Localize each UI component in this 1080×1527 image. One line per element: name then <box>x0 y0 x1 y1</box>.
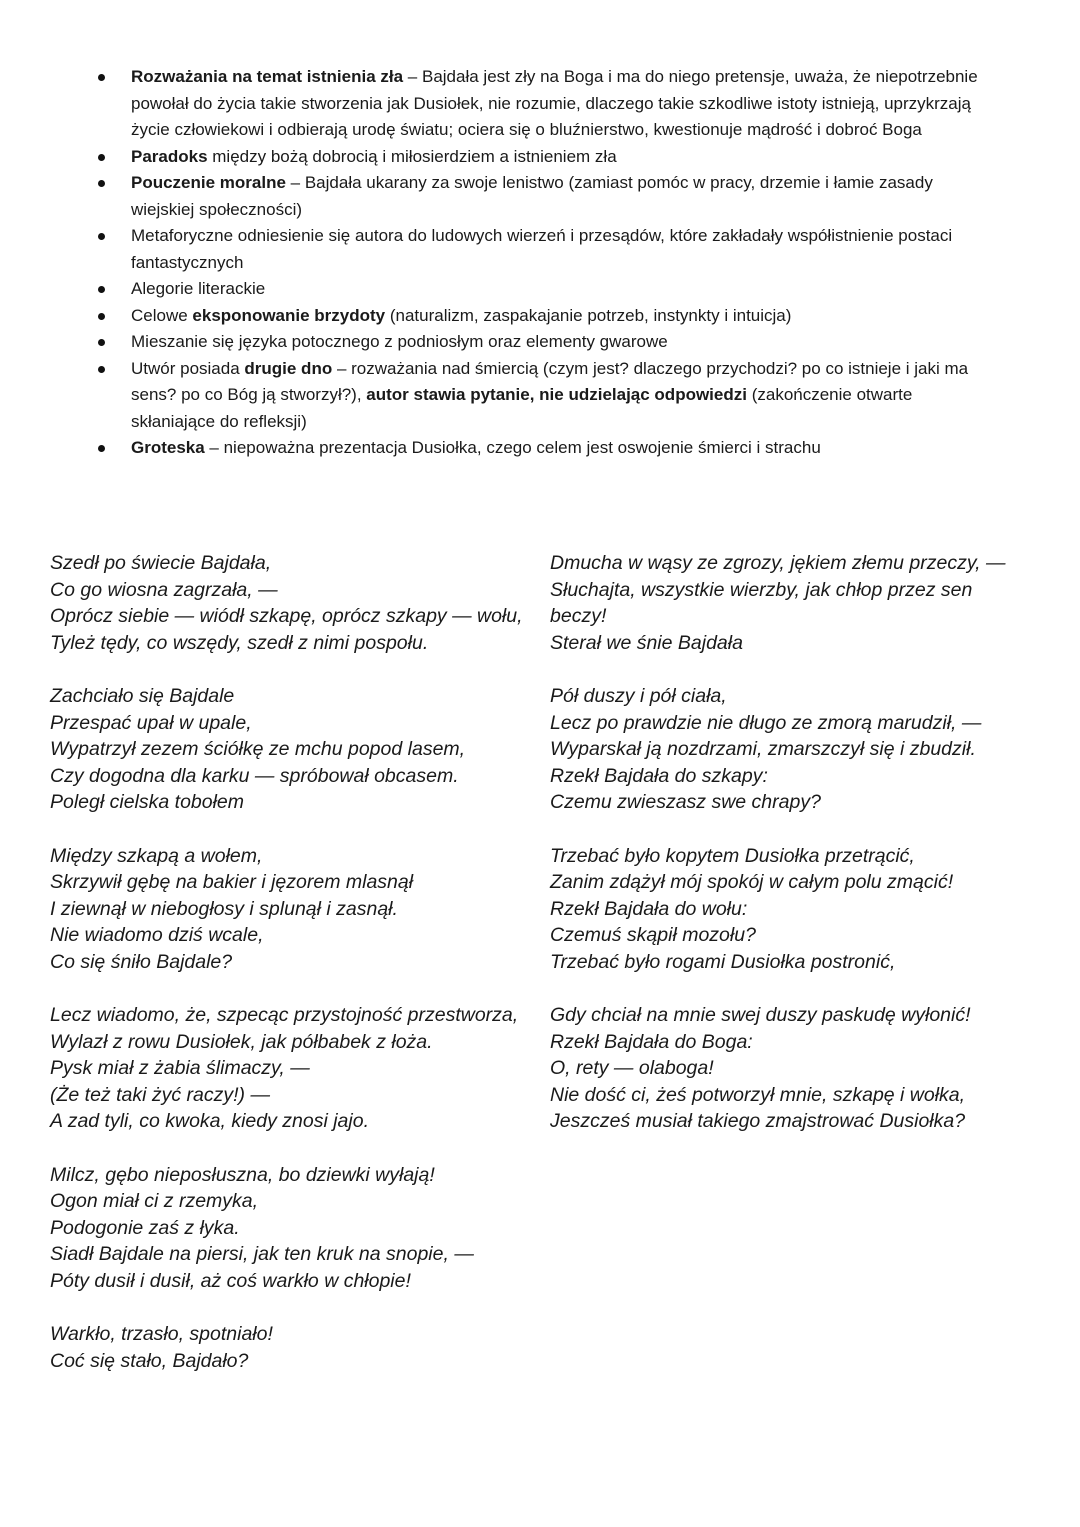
poem-line: Przespać upał w upale, <box>50 711 252 734</box>
bullet-text: (zakończenie otwarte skłaniające do refleksji) <box>131 385 913 431</box>
poem-line: Zanim zdążył mój spokój w całym polu zmącić! <box>550 871 954 894</box>
poem-line: O, rety — olaboga! <box>550 1057 714 1080</box>
bullet-text: Alegorie literackie <box>131 279 266 298</box>
poem-line: Warkło, trzasło, spotniało! <box>50 1323 273 1346</box>
bullet-text: – niepoważna prezentacja Dusiołka, czego celem jest oswojenie śmierci i strachu <box>204 438 821 457</box>
bullet-bold-term: autor stawia pytanie, nie udzielając odpowiedzi <box>366 385 747 404</box>
poem-line: Pysk miał z żabia ślimaczy, — <box>50 1057 310 1080</box>
analysis-bullet-item <box>90 303 1000 330</box>
analysis-bullet-item <box>90 435 1000 462</box>
poem-line: Nie dość ci, żeś potworzył mnie, szkapę i wołka, <box>550 1083 966 1106</box>
bullet-bold-term: Groteska <box>131 438 205 457</box>
analysis-bullet-item <box>90 356 1000 436</box>
poem-line: Lecz po prawdzie nie długo ze zmorą marudził, — <box>550 711 982 734</box>
poem-line: Sterał we śnie Bajdała <box>550 631 743 654</box>
poem-stanza <box>50 683 530 816</box>
poem-stanza <box>550 550 1020 656</box>
poem-line: Jeszcześ musiał takiego zmajstrować Dusiołka? <box>550 1110 966 1133</box>
bullet-dot-icon <box>98 339 105 346</box>
bullet-dot-icon <box>98 154 105 161</box>
poem-line: Trzebać było kopytem Dusiołka przetrącić, <box>550 844 915 867</box>
poem-left-column <box>50 550 530 1401</box>
poem-line: Czemuś skąpił mozołu? <box>550 924 756 947</box>
poem-line: Gdy chciał na mnie swej duszy paskudę wyłonić! <box>550 1004 971 1027</box>
poem-stanza <box>50 843 530 976</box>
poem-stanza <box>50 1321 530 1374</box>
poem-stanza <box>550 1002 1020 1135</box>
poem-line: I ziewnął w niebogłosy i splunął i zasnął. <box>50 897 398 920</box>
poem-line: (Że też taki żyć raczy!) — <box>50 1083 270 1106</box>
bullet-text: (naturalizm, zaspakajanie potrzeb, instynkty i intuicja) <box>385 305 792 325</box>
analysis-bullet-item <box>90 329 1000 356</box>
poem-line: Oprócz siebie — wiódł szkapę, oprócz szkapy — wołu, <box>50 605 523 628</box>
poem-line: Rzekł Bajdała do Boga: <box>550 1030 753 1053</box>
poem-line: Pół duszy i pół ciała, <box>550 684 727 707</box>
poem-stanza <box>50 1162 530 1295</box>
bullet-dot-icon <box>98 286 105 293</box>
poem-line: Tyleż tędy, co wszędy, szedł z nimi pospołu. <box>50 631 429 654</box>
bullet-text: – rozważania nad śmiercią (czym jest? dlaczego przychodzi? po co istnieje i jaki ma sens? po co Bóg ją stworzył?), <box>131 358 969 404</box>
poem-line: Co go wiosna zagrzała, — <box>50 578 278 601</box>
poem-line: Czemu zwieszasz swe chrapy? <box>550 791 821 814</box>
bullet-text: Metaforyczne odniesienie się autora do ludowych wierzeń i przesądów, które zakładały współistnienie postaci fantastycznych <box>131 226 953 272</box>
bullet-text: Utwór posiada <box>131 358 245 378</box>
bullet-dot-icon <box>98 445 105 452</box>
bullet-dot-icon <box>98 74 105 81</box>
bullet-text: – Bajdała jest zły na Boga i ma do niego pretensje, uważa, że niepotrzebnie powołał do życia takie stworzenia jak Dusiołek, nie rozumie, dlaczego takie szkodliwe istoty istnieją, uprzykrzają życie człowiekowi i odbierają urodę światu; ociera się o bluźnierstwo, kwestionuje mądrość i dobroć Boga <box>131 67 978 139</box>
poem-line: Zachciało się Bajdale <box>50 684 235 707</box>
poem-line: Coć się stało, Bajdało? <box>50 1349 249 1372</box>
poem-line: Dmucha w wąsy ze zgrozy, jękiem złemu przeczy, — <box>550 552 1006 574</box>
poem-stanza <box>50 1002 530 1135</box>
poem-line: Siadł Bajdale na piersi, jak ten kruk na snopie, — <box>50 1243 474 1266</box>
poem-line: Podogonie zaś z łyka. <box>50 1216 240 1239</box>
analysis-bullet-item <box>90 276 1000 303</box>
poem-line: Rzekł Bajdała do szkapy: <box>550 764 768 787</box>
bullet-text: Celowe <box>131 305 193 325</box>
poem-line: Słuchajta, wszystkie wierzby, jak chłop przez sen beczy! <box>550 578 973 628</box>
bullet-dot-icon <box>98 313 105 320</box>
poem-line: Wylazł z rowu Dusiołek, jak półbabek z łoża. <box>50 1030 433 1053</box>
poem-line: Trzebać było rogami Dusiołka postronić, <box>550 950 896 973</box>
bullet-text: między bożą dobrocią i miłosierdziem a istnieniem zła <box>207 146 617 166</box>
analysis-bullet-item <box>90 170 1000 223</box>
bullet-bold-term: Rozważania na temat istnienia zła <box>131 67 404 86</box>
bullet-text: Mieszanie się języka potocznego z podniosłym oraz elementy gwarowe <box>131 332 668 351</box>
poem-line: Szedł po świecie Bajdała, <box>50 552 272 574</box>
analysis-bullet-item <box>90 223 1000 276</box>
poem-line: Rzekł Bajdała do wołu: <box>550 897 748 920</box>
poem-line: Póty dusił i dusił, aż coś warkło w chłopie! <box>50 1270 411 1293</box>
poem-line: Co się śniło Bajdale? <box>50 950 233 973</box>
analysis-bullet-item <box>90 64 1000 144</box>
poem-line: Poległ cielska tobołem <box>50 791 245 814</box>
poem-right-column <box>550 550 1020 1162</box>
bullet-bold-term: Paradoks <box>131 146 208 166</box>
bullet-dot-icon <box>98 180 105 187</box>
analysis-bullet-item <box>90 144 1000 171</box>
bullet-bold-term: drugie dno <box>244 358 333 378</box>
poem-stanza <box>550 843 1020 976</box>
poem-line: Nie wiadomo dziś wcale, <box>50 924 264 947</box>
poem-line: A zad tyli, co kwoka, kiedy znosi jajo. <box>50 1110 369 1133</box>
poem-line: Czy dogodna dla karku — spróbował obcasem. <box>50 764 459 787</box>
poem-stanza <box>50 550 530 656</box>
poem-line: Milcz, gębo nieposłuszna, bo dziewki wyłają! <box>50 1163 435 1186</box>
analysis-bullet-list <box>90 64 1000 462</box>
poem-line: Lecz wiadomo, że, szpecąc przystojność przestworza, <box>50 1004 519 1027</box>
bullet-bold-term: eksponowanie brzydoty <box>192 305 386 325</box>
poem-line: Wyparskał ją nozdrzami, zmarszczył się i zbudził. <box>550 738 976 761</box>
bullet-text: – Bajdała ukarany za swoje lenistwo (zamiast pomóc w pracy, drzemie i łamie zasady wiejskiej społeczności) <box>131 173 933 219</box>
poem-line: Wypatrzył zezem ściółkę ze mchu popod lasem, <box>50 738 466 761</box>
bullet-dot-icon <box>98 366 105 373</box>
bullet-bold-term: Pouczenie moralne <box>131 173 286 192</box>
bullet-dot-icon <box>98 233 105 240</box>
poem-line: Skrzywił gębę na bakier i jęzorem mlasnął <box>50 871 414 894</box>
poem-line: Między szkapą a wołem, <box>50 844 263 867</box>
poem-stanza <box>550 683 1020 816</box>
poem-line: Ogon miał ci z rzemyka, <box>50 1190 259 1213</box>
